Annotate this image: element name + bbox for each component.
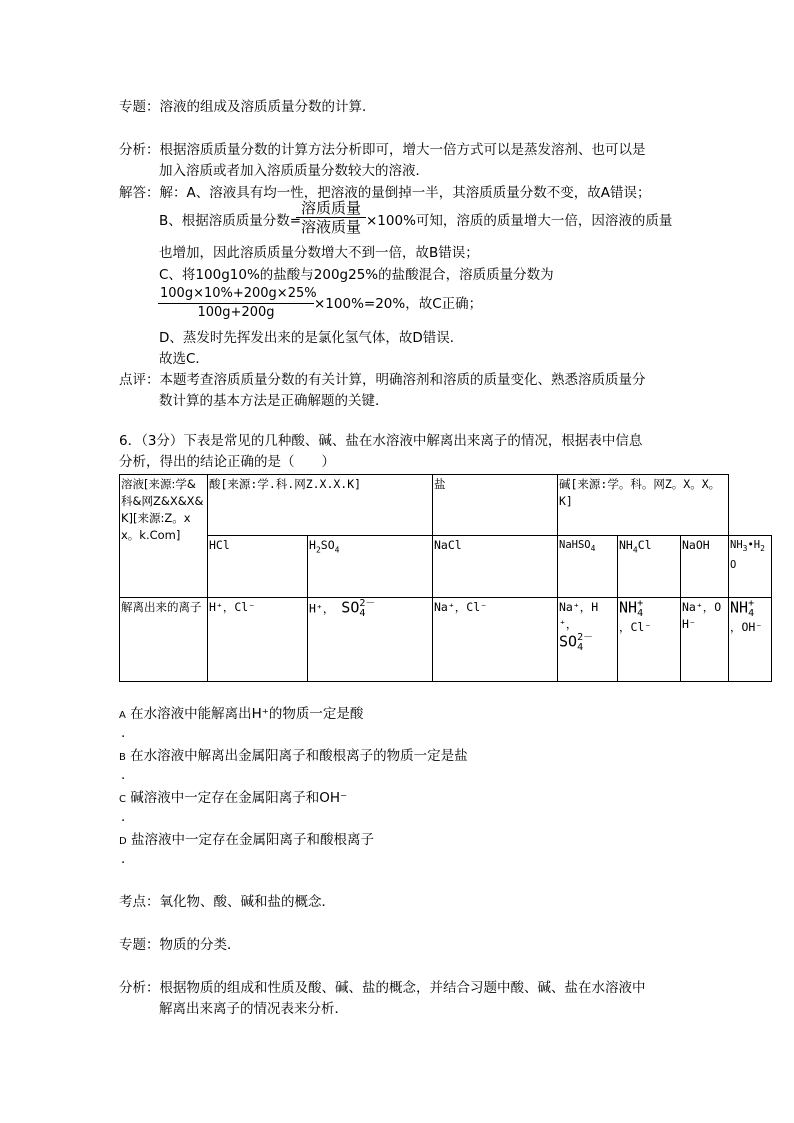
q6-stem-line1: 6．（3分）下表是常见的几种酸、碱、盐在水溶液中解离出来离子的情况，根据表中信息 [119,433,643,449]
q5-mixture-denominator: 100g+200g [197,305,275,320]
header-salt: 盐 [433,475,558,536]
option-a-text: 在水溶液中能解离出H⁺的物质一定是酸 [130,706,364,722]
q5-answer-a: 解答：解：A、溶液具有均一性，把溶液的量倒掉一半，其溶质质量分数不变，故A错误； [119,185,651,201]
q5-answer-d: D、蒸发时先挥发出来的是氯化氢气体，故D错误． [159,330,464,346]
q5-comment-line1: 点评：本题考查溶质质量分数的有关计算，明确溶剂和溶质的质量变化、熟悉溶质质量分 [119,372,646,388]
table-row [120,536,772,598]
table-row [120,598,772,682]
table-row [120,475,772,536]
option-c [119,788,347,810]
option-c-dot: . [121,809,126,825]
q5-fraction-mixture [158,285,317,322]
q5-answer-b-suffix: ×100%可知，溶质的质量增大一倍，因溶液的质量 [366,213,673,229]
q5-fraction-denominator: 溶液质量 [300,218,361,236]
header-empty [729,475,772,536]
header-solution: 溶液[来源:学&科&网Z&X&X&K][来源:Z。xx。k.Com] [120,475,208,598]
ions-h2so4: H⁺， SO 2－ 4 [308,598,433,682]
option-b [119,746,468,768]
q5-analysis-line1: 分析：根据溶质质量分数的计算方法分析即可，增大一倍方式可以是蒸发溶剂、也可以是 [119,142,646,158]
cell-h2so4: $H_2SO_4$ [308,536,433,598]
option-d-letter: D [119,836,127,847]
q6-analysis-line1: 分析：根据物质的组成和性质及酸、碱、盐的概念，并结合习题中酸、碱、盐在水溶液中 [119,980,646,996]
q5-answer-c-line1: C、将100g10%的盐酸与200g25%的盐酸混合，溶质质量分数为 [159,267,554,283]
q5-topic: 专题：溶液的组成及溶质质量分数的计算． [119,99,376,115]
q6-analysis-line2: 解离出来离子的情况表来分析． [159,1001,348,1017]
cell-hcl: HCl [208,536,308,598]
ions-nh3h2o: NH + 4 ，OH⁻ [729,598,772,682]
option-d-text: 盐溶液中一定存在金属阳离子和酸根离子 [131,832,374,848]
ions-nahso4: Na⁺，H⁺， SO 2－ 4 [558,598,618,682]
q5-comment-line2: 数计算的基本方法是正确解题的关键． [159,393,389,409]
row-ions-label: 解离出来的离子 [120,598,208,682]
ions-nacl: Na⁺，Cl⁻ [433,598,558,682]
ions-nh4cl: NH + 4 ，Cl⁻ [618,598,681,682]
q5-choice: 故选C． [159,351,209,367]
header-acid: 酸[来源:学.科.网Z.X.X.K] [208,475,433,536]
cell-nahso4: NaHSO$_4$ [558,536,618,598]
ions-naoh: Na⁺，OH⁻ [681,598,729,682]
q5-answer-b-line2: 也增加，因此溶质质量分数增大不到一倍，故B错误； [159,245,479,261]
option-b-letter: B [119,752,126,763]
q5-answer-c-suffix: ×100%=20%，故C正确； [314,296,483,312]
header-base: 碱[来源:学。科。网Z。X。X。K] [558,475,729,536]
q5-analysis-line2: 加入溶质或者加入溶质质量分数较大的溶液． [159,163,429,179]
cell-nacl: NaCl [433,536,558,598]
option-c-letter: C [119,794,126,805]
cell-nh3h2o: $NH_3•H_2O$ [729,536,772,598]
option-b-text: 在水溶液中解离出金属阳离子和酸根离子的物质一定是盐 [130,748,468,764]
ion-dissociation-table [119,474,772,682]
q5-mixture-numerator: 100g×10%+200g×25% [158,285,314,304]
option-d-dot: . [121,851,126,867]
option-c-text: 碱溶液中一定存在金属阳离子和OH⁻ [130,790,348,806]
option-a-letter: A [119,710,126,721]
option-d [119,830,374,852]
q6-topic: 专题：物质的分类． [119,937,241,953]
ions-hcl: H⁺，Cl⁻ [208,598,308,682]
option-a [119,704,363,726]
cell-naoh: NaOH [681,536,729,598]
option-b-dot: . [121,767,126,783]
q6-stem-line2: 分析，得出的结论正确的是（ ） [119,454,335,470]
option-a-dot: . [121,725,126,741]
q5-fraction-mass-ratio [296,199,366,236]
cell-nh4cl: $NH_4Cl$ [618,536,681,598]
q6-knowledge-point: 考点：氧化物、酸、碱和盐的概念． [119,894,335,910]
q5-answer-b-prefix: B、根据溶质质量分数= [159,213,302,229]
q5-fraction-numerator: 溶质质量 [296,199,366,218]
